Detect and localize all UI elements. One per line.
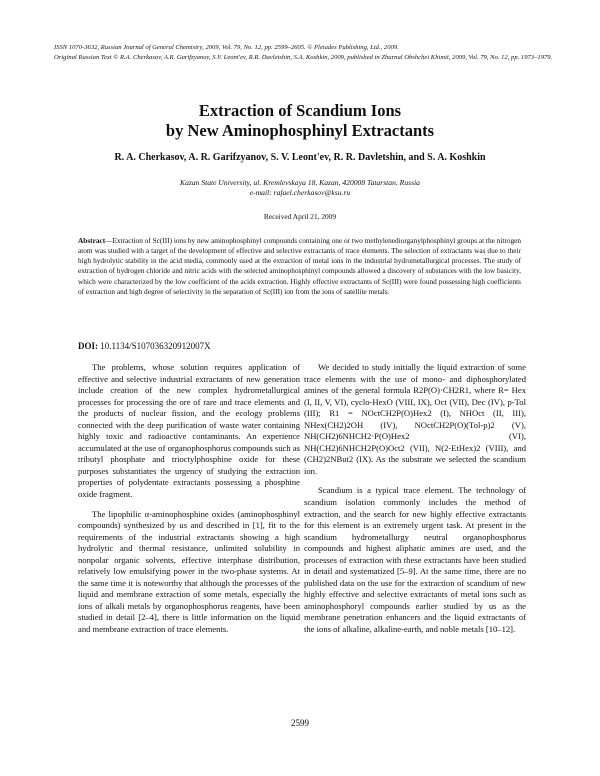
abstract-text: —Extraction of Sc(III) ions by new aminophosphinyl compounds containing one or two methylenediorganylphosphinyl groups at the nitrogen atom was studied with a target of the development of effective and selective extractants of trace elements. The selection of extractants was due to their high hydrolytic stability in the acid media, commonly used at the extraction of metal ions in the industrial hydrometallurgical processes. The study of extraction of hydrogen chloride and nitric acids with the selected aminophosphinyl compounds allowed a discovery of substances with the low basicity, which were characterized by the low coefficient of the acids extraction. Highly effective extractants of Sc(III) were found possessing high coefficients of extraction and high degree of selectivity in the separation of Sc(III) ion from the ions of satellite metals.	[78, 236, 521, 296]
author-list: R. A. Cherkasov, A. R. Garifzyanov, S. V. Leont'ev, R. R. Davletshin, and S. A. Koshkin	[114, 152, 486, 163]
paragraph: We decided to study initially the liquid extraction of some trace elements with the use of mono- and diphosphorylated amines of the general formula R2P(O)·CH2R1, where R= Hex (I, II, V, VI), cyclo-HexO (VIII, IX), Oct (VII), Dec (IV), p-Tol (III); R1 = NOctCH2P(O)Hex2 (I), NHOct (II, III), NHex(CH2)2OH (IV), NOctCH2P(O)(Tol-p)2 (V), NH(CH2)6NHCH2·P(O)Hex2 (VI), NH(CH2)6NHCH2P(O)Oct2 (VII), N(2-EtHex)2 (VIII), and (CH2)2NBut2 (IX). As the substrate we selected the scandium ion.	[304, 362, 526, 476]
page-number: 2599	[291, 718, 309, 728]
abstract	[78, 236, 521, 297]
title-line-1: Extraction of Scandium Ions	[198, 101, 402, 120]
title-line-2: by New Aminophosphinyl Extractants	[165, 121, 435, 140]
received-date: Received April 21, 2009	[263, 212, 337, 221]
paragraph: The problems, whose solution requires application of effective and selective industrial extractants of new generation include creation of the new complex hydrometallurgical processes for processing the ore of rare and trace elements and the products of nuclear fission, and the ecology problems connected with the deep purification of waste water containing highly toxic and radioactive contaminants. An experience accumulated at the use of organophosphorus compounds such as tributyl phosphate and trioctylphosphine oxide for these purposes substantiates the urgency of studying the extraction properties of polydentate extractants possessing a phosphine oxide fragment.	[78, 362, 300, 500]
body-column-left	[78, 362, 300, 644]
doi	[78, 341, 518, 351]
article-title	[50, 101, 550, 141]
original-text-note: Original Russian Text © R.A. Cherkasov, A.R. Garifzyanov, S.V. Leont'ev, R.R. Davletshin, S.A. Koshkin, 2009, published in Zhurnal Obshchei Khimii, 2009, Vol. 79, No. 12, pp. 1973–1979.	[54, 54, 553, 61]
doi-value: 10.1134/S107036320912007X	[100, 341, 211, 351]
affiliation	[50, 178, 550, 198]
journal-header	[54, 43, 554, 63]
journal-citation: ISSN 1070-3632, Russian Journal of General Chemistry, 2009, Vol. 79, No. 12, pp. 2599–2605. © Pleiades Publishing, Ltd., 2009.	[54, 44, 399, 51]
abstract-label: Abstract	[78, 236, 106, 245]
contact-email: e-mail: rafael.cherkasov@ksu.ru	[249, 188, 351, 197]
paragraph: Scandium is a typical trace element. The technology of scandium isolation commonly includes the method of extraction, and the search for new highly effective extractants for this element is an extremely urgent task. At present in the scandium hydrometallurgy neutral organophosphorus compounds and highest aliphatic amines are used, and the processes of extraction with these extractants have been studied in detail and systematized [5–9]. At the same time, there are no published data on the use for the extraction of scandium of new highly effective and selective extractants of metal ions such as aminophosphoryl compounds earlier studied by us as the membrane penetration enhancers and the liquid extractants of the ions of alkaline, alkaline-earth, and noble metals [10–12].	[304, 485, 526, 635]
paragraph: The lipophilic α-aminophosphine oxides (aminophosphinyl compounds) synthesized by us and described in [1], fit to the requirements of the industrial extractants showing a high hydrolytic and thermal resistance, unlimited solubility in nonpolar organic solvents, effective interphase distribution, relatively low emulsifying power in the two-phase systems. At the same time it is noteworthy that although the processes of the liquid and membrane extraction of some metals, especially the ions of alkali metals by organophosphorus reagents, have been studied in detail [2–4], there is little information on the liquid and membrane extraction of trace elements.	[78, 508, 300, 635]
body-column-right	[304, 362, 526, 644]
doi-label: DOI:	[78, 341, 98, 351]
affiliation-address: Kazan State University, ul. Kremlevskaya 18, Kazan, 420008 Tatarstan, Russia	[180, 178, 420, 187]
